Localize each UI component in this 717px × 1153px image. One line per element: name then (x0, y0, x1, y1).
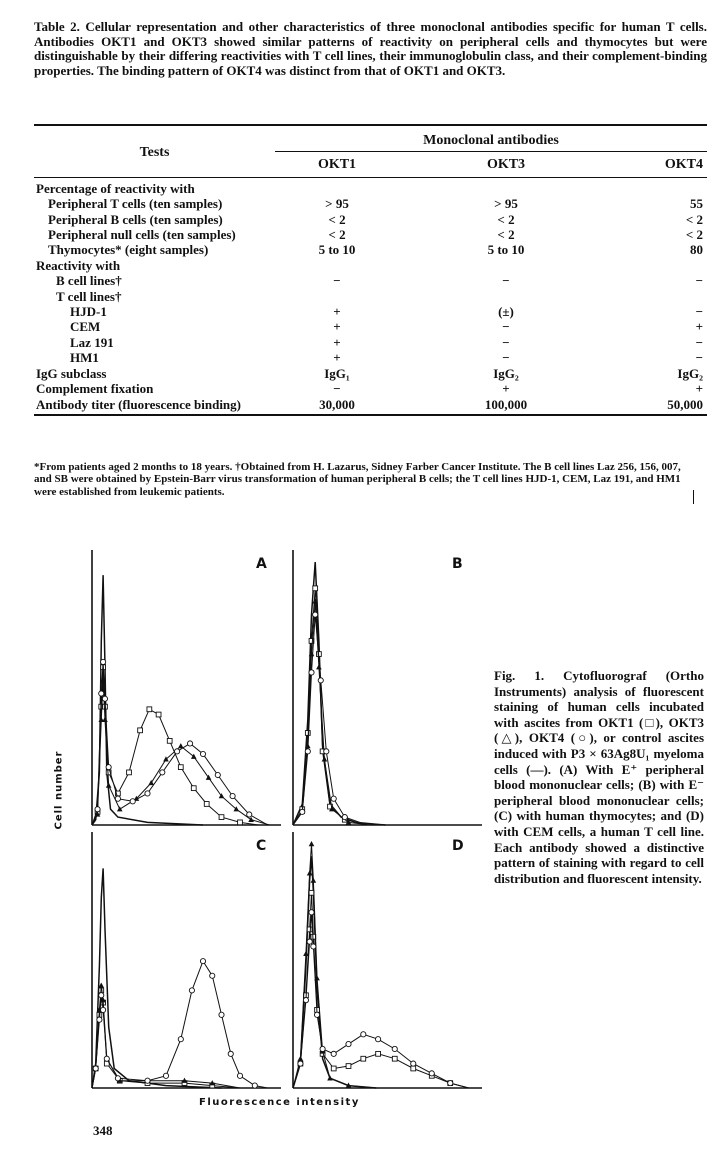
row-label: Percentage of reactivity with (36, 180, 195, 196)
cell-value: − (695, 334, 703, 350)
cell-value: + (333, 334, 341, 350)
marker-okt1 (178, 765, 183, 770)
histogram-panel-a (92, 550, 281, 825)
marker-okt4 (318, 678, 323, 683)
marker-okt4 (331, 796, 336, 801)
column-header: OKT1 (317, 157, 357, 173)
marker-okt4 (106, 765, 111, 770)
marker-okt4 (115, 1076, 120, 1081)
marker-okt4 (200, 751, 205, 756)
marker-okt1 (238, 820, 243, 825)
marker-okt3 (327, 1075, 333, 1080)
marker-okt4 (331, 1051, 336, 1056)
marker-okt4 (346, 1041, 351, 1046)
marker-okt1 (331, 1066, 336, 1071)
marker-okt1 (411, 1066, 416, 1071)
cell-value: < 2 (497, 227, 515, 243)
marker-okt4 (324, 749, 329, 754)
marker-okt4 (219, 1012, 224, 1017)
cell-value: − (333, 273, 341, 289)
marker-okt4 (300, 809, 305, 814)
cell-value: 5 to 10 (487, 242, 525, 258)
marker-okt4 (163, 1073, 168, 1078)
marker-okt3 (311, 878, 317, 883)
row-label: IgG subclass (36, 365, 107, 381)
cell-value: 30,000 (319, 396, 355, 412)
table-caption: Table 2. Cellular representation and other characteristics of three monoclonal antibodies specific for human T cells. Antibodies OKT1 and OKT3 showed similar patterns of reactivity on peripheral cells and thymocytes but were distinguishable by their differing reactivities with T cell lines, their immunoglobulin class, and their complement-binding properties. The binding pattern of OKT4 was distinct from that of OKT1 and OKT3. (34, 19, 707, 78)
marker-okt1 (313, 586, 318, 591)
cell-value: − (695, 273, 703, 289)
row-label: B cell lines† (56, 273, 122, 289)
marker-okt1 (147, 707, 152, 712)
marker-okt1 (307, 927, 312, 932)
cell-value: − (502, 273, 510, 289)
marker-okt4 (361, 1032, 366, 1037)
series-control (293, 562, 386, 825)
marker-okt3 (322, 756, 328, 761)
marker-okt4 (175, 749, 180, 754)
marker-okt4 (305, 749, 310, 754)
marker-okt4 (99, 993, 104, 998)
row-label: Thymocytes* (eight samples) (48, 242, 209, 258)
marker-okt4 (95, 807, 100, 812)
row-label: HM1 (70, 350, 99, 366)
panel-letter: C (256, 838, 267, 854)
marker-okt4 (228, 1051, 233, 1056)
column-header: OKT4 (664, 157, 703, 173)
marker-okt4 (298, 1061, 303, 1066)
row-label: HJD-1 (70, 304, 107, 320)
cell-value: − (502, 319, 510, 335)
cell-value: 80 (690, 242, 703, 258)
y-axis-label: Cell number (53, 750, 65, 830)
cell-value: < 2 (685, 211, 703, 227)
marker-okt4 (252, 1083, 257, 1088)
cell-value: − (695, 304, 703, 320)
row-label: Reactivity with (36, 257, 121, 273)
figure-caption: Fig. 1. Cytofluorograf (Ortho Instruments) analysis of fluorescent staining of human cells incubated with ascites from OKT1 (□), OKT3 (△), OKT4 (○), or control ascites induced with P3 × 63Ag8U₁ myeloma cells (—). (A) With E⁺ peripheral blood mononuclear cells; (B) with E⁻ peripheral blood mononuclear cells; (C) with human thymocytes; and (D) with CEM cells, a human T cell line. Each antibody showed a distinctive pattern of staining with regard to cell distribution and fluorescent intensity. (494, 668, 704, 886)
marker-okt4 (411, 1061, 416, 1066)
panel-letter: B (452, 556, 463, 572)
marker-okt1 (138, 728, 143, 733)
marker-okt3 (102, 717, 108, 722)
table-footnote: *From patients aged 2 months to 18 years. †Obtained from H. Lazarus, Sidney Farber Cancer Institute. The B cell lines Laz 256, 156, 007, and SB were obtained by Epstein-Barr virus transformation of human peripheral B cells; the T cell lines HJD-1, CEM, Laz 191, and HM1 were established from leukemic patients. (34, 461, 681, 498)
marker-okt4 (215, 772, 220, 777)
marker-okt4 (307, 939, 312, 944)
cell-value: < 2 (685, 227, 703, 243)
marker-okt1 (309, 890, 314, 895)
marker-okt4 (99, 691, 104, 696)
cell-value: < 2 (328, 227, 346, 243)
panel-letter: D (452, 838, 464, 854)
cell-value: + (333, 304, 341, 320)
cell-value: IgG₁ (324, 365, 350, 381)
row-label: Complement fixation (36, 381, 154, 397)
marker-okt4 (130, 799, 135, 804)
marker-okt1 (127, 770, 132, 775)
cell-value: 55 (690, 196, 703, 212)
marker-okt4 (237, 1073, 242, 1078)
marker-okt1 (219, 815, 224, 820)
series-okt4 (293, 912, 469, 1088)
cell-value: − (695, 350, 703, 366)
cell-value: 5 to 10 (318, 242, 356, 258)
marker-okt4 (303, 998, 308, 1003)
marker-okt4 (392, 1046, 397, 1051)
marker-okt4 (309, 910, 314, 915)
cell-value: < 2 (328, 211, 346, 227)
header-monoclonal-antibodies: Monoclonal antibodies (275, 129, 707, 152)
marker-okt3 (117, 806, 123, 811)
marker-okt4 (178, 1037, 183, 1042)
marker-okt1 (156, 712, 161, 717)
histogram-panel-c (92, 832, 281, 1088)
marker-okt1 (376, 1051, 381, 1056)
cell-value: + (333, 350, 341, 366)
marker-okt1 (346, 1064, 351, 1069)
marker-okt4 (145, 791, 150, 796)
marker-okt3 (309, 841, 315, 846)
marker-okt4 (376, 1037, 381, 1042)
marker-okt1 (204, 802, 209, 807)
marker-okt4 (311, 944, 316, 949)
marker-okt1 (167, 738, 172, 743)
series-okt1 (293, 893, 469, 1088)
marker-okt4 (93, 1066, 98, 1071)
cell-value: + (695, 381, 703, 397)
cell-value: (±) (498, 304, 514, 320)
marker-okt4 (200, 959, 205, 964)
cell-value: IgG₂ (493, 365, 519, 381)
cell-value: > 95 (494, 196, 518, 212)
marker-okt4 (97, 1017, 102, 1022)
row-label: CEM (70, 319, 101, 335)
series-control (92, 868, 222, 1088)
histogram-panel-b (293, 550, 482, 825)
marker-okt3 (316, 664, 322, 669)
marker-okt4 (101, 659, 106, 664)
marker-okt1 (191, 786, 196, 791)
marker-okt3 (106, 783, 112, 788)
row-label: Peripheral null cells (ten samples) (48, 227, 236, 243)
marker-okt4 (313, 612, 318, 617)
marker-okt4 (429, 1071, 434, 1076)
cell-value: − (333, 381, 341, 397)
cell-value: + (333, 319, 341, 335)
row-label: Antibody titer (fluorescence binding) (36, 396, 241, 412)
header-tests: Tests (139, 145, 170, 161)
marker-okt4 (101, 1007, 106, 1012)
column-header: OKT3 (486, 157, 526, 173)
histogram-panel-d (293, 832, 482, 1088)
marker-okt4 (309, 670, 314, 675)
cell-value: > 95 (325, 196, 349, 212)
marker-okt4 (314, 1012, 319, 1017)
cell-value: − (502, 350, 510, 366)
marker-okt4 (320, 1046, 325, 1051)
cell-value: + (695, 319, 703, 335)
cell-value: + (502, 381, 510, 397)
marker-okt4 (230, 793, 235, 798)
marker-okt4 (247, 812, 252, 817)
x-axis-label: Fluorescence intensity (199, 1097, 360, 1108)
cell-value: 100,000 (484, 396, 528, 412)
marker-okt4 (187, 741, 192, 746)
series-okt4 (92, 961, 268, 1088)
cell-value: 50,000 (667, 396, 703, 412)
marker-okt4 (160, 770, 165, 775)
cell-value: − (502, 334, 510, 350)
row-label: Peripheral B cells (ten samples) (48, 211, 223, 227)
marker-okt4 (145, 1078, 150, 1083)
row-label: Laz 191 (70, 334, 114, 350)
marker-okt4 (115, 796, 120, 801)
marker-okt4 (210, 973, 215, 978)
cell-value: IgG₂ (677, 365, 703, 381)
marker-okt4 (102, 696, 107, 701)
marker-okt1 (361, 1056, 366, 1061)
marker-okt1 (392, 1056, 397, 1061)
marker-okt4 (189, 988, 194, 993)
panel-letter: A (256, 556, 267, 572)
row-label: Peripheral T cells (ten samples) (48, 196, 223, 212)
marker-okt4 (104, 1056, 109, 1061)
page-number: 348 (93, 1123, 113, 1138)
marker-okt4 (342, 815, 347, 820)
row-label: T cell lines† (56, 288, 122, 304)
cell-value: < 2 (497, 211, 515, 227)
marker-okt4 (448, 1081, 453, 1086)
series-okt3 (92, 680, 270, 825)
